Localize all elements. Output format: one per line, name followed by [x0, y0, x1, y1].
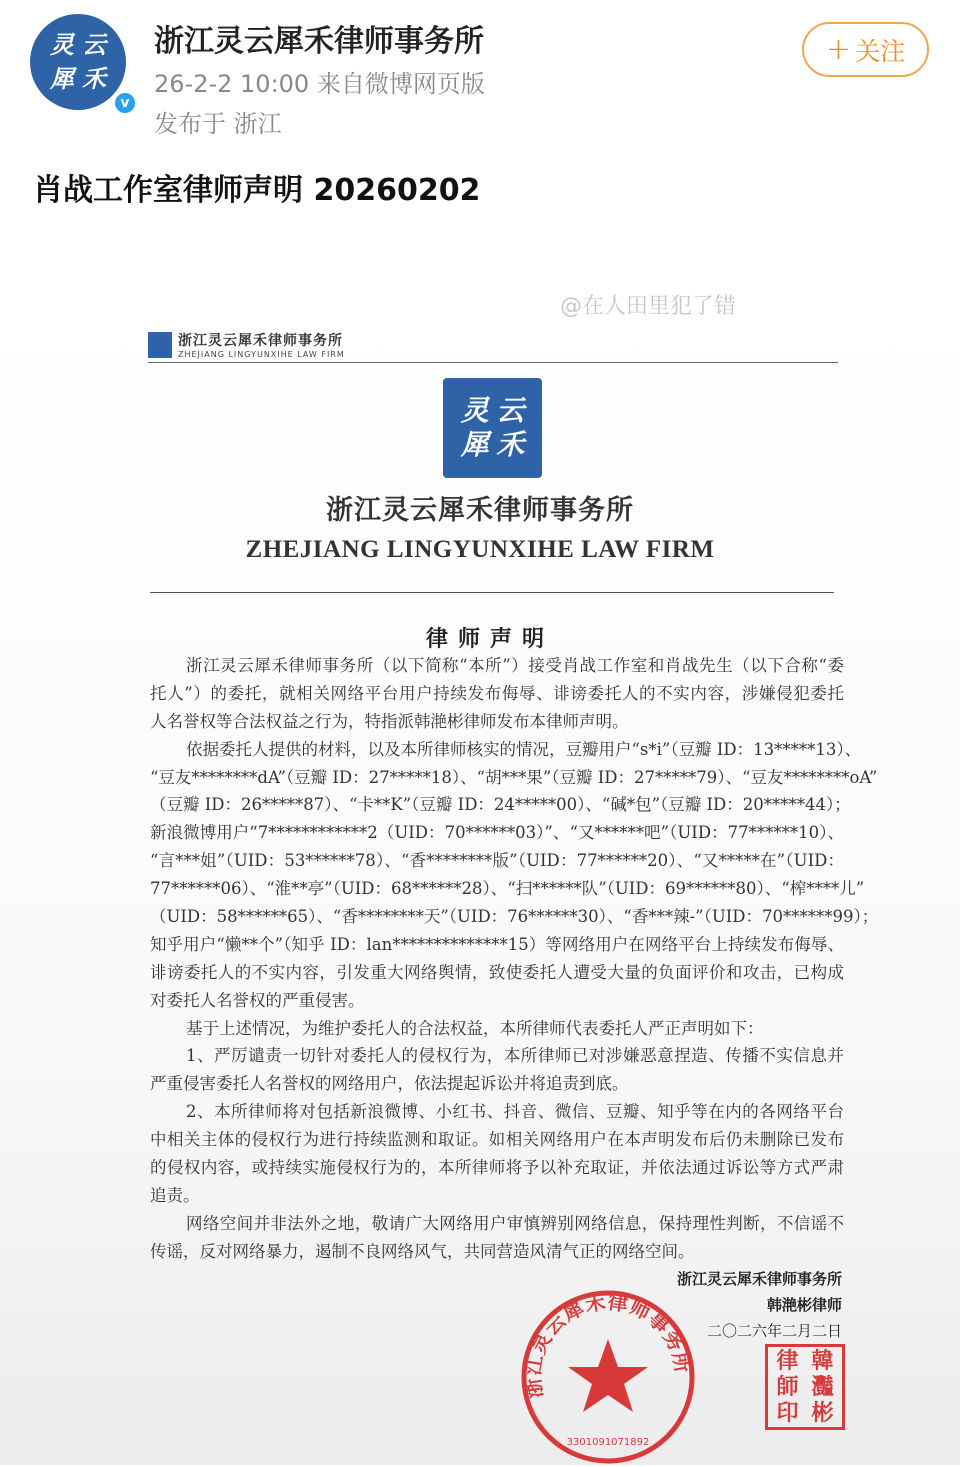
statement-line: 2、本所律师将对包括新浪微博、小红书、抖音、微信、豆瓣、知乎等在内的各网络平台: [186, 1102, 844, 1122]
avatar-glyph: 云: [82, 30, 106, 59]
verified-badge-icon: v: [112, 90, 138, 116]
letterhead-en: ZHEJIANG LINGYUNXIHE LAW FIRM: [178, 350, 345, 359]
avatar-glyph: 犀: [50, 64, 74, 93]
divider: [148, 362, 838, 363]
star-icon: [568, 1339, 648, 1412]
logo-glyph: 云: [496, 394, 525, 427]
seal-glyph: 印: [776, 1401, 799, 1426]
post-location: 发布于 浙江: [154, 110, 282, 138]
follow-label: 关注: [855, 36, 906, 66]
firm-stamp: [518, 1287, 698, 1467]
watermark: @在人田里犯了错: [560, 294, 737, 319]
signature-firm: 浙江灵云犀禾律师事务所: [676, 1270, 842, 1288]
avatar-glyph: 禾: [82, 64, 106, 93]
post-text: 肖战工作室律师声明 20260202: [33, 173, 481, 208]
statement-line: 浙江灵云犀禾律师事务所（以下简称“本所”）接受肖战工作室和肖战先生（以下合称“委: [186, 656, 844, 675]
divider: [150, 592, 834, 593]
letterhead-cn: 浙江灵云犀禾律师事务所: [178, 333, 343, 349]
seal-glyph: 彬: [811, 1401, 834, 1426]
statement-line: “言***姐”（UID：53******78）、“香********版”（UID：77******20）、“又*****在”（UID：: [150, 851, 844, 871]
signature-date: 二〇二六年二月二日: [706, 1322, 842, 1340]
letterhead-logo-icon: [148, 332, 172, 358]
seal-glyph: 韓: [811, 1349, 834, 1374]
firm-name-en: ZHEJIANG LINGYUNXIHE LAW FIRM: [245, 536, 715, 563]
statement-line: 对委托人名誉权的严重侵害。: [150, 990, 365, 1010]
seal-glyph: 律: [776, 1349, 799, 1374]
statement-heading: 律师声明: [425, 626, 554, 652]
avatar-glyph: 灵: [50, 30, 74, 59]
statement-line: 诽谤委托人的不实内容，引发重大网络舆情，致使委托人遭受大量的负面评价和攻击，已构成: [150, 962, 844, 982]
statement-line: （UID：58******65）、“香********天”（UID：76******30）、“香***辣-”（UID：70******99）；: [150, 907, 879, 927]
plus-icon: +: [825, 32, 852, 67]
statement-line: “豆友********dA”（豆瓣 ID：27*****18）、“胡***果”（豆瓣 ID：27*****79）、“豆友********oA”: [150, 767, 878, 787]
statement-line: 严重侵害委托人名誉权的网络用户，依法提起诉讼并将追责到底。: [150, 1074, 629, 1094]
statement-line: 人名誉权等合法权益之行为，特指派韩滟彬律师发布本律师声明。: [150, 711, 629, 731]
statement-image[interactable]: [0, 290, 960, 1465]
logo-glyph: 犀: [460, 428, 489, 461]
follow-button[interactable]: [802, 22, 929, 77]
statement-line: 的侵权内容，或持续实施侵权行为的，本所律师将予以补充取证，并依法通过诉讼等方式严肃: [150, 1158, 844, 1178]
statement-line: 知乎用户“懒**个”（知乎 ID：lan**************15）等网络用户在网络平台上持续发布侮辱、: [150, 934, 844, 954]
avatar-logo: [30, 14, 126, 110]
logo-glyph: 禾: [496, 428, 525, 461]
statement-line: （豆瓣 ID：26*****87）、“卡**K”（豆瓣 ID：24*****00）、“碱*包”（豆瓣 ID：20*****44）；: [150, 795, 851, 815]
firm-name-cn: 浙江灵云犀禾律师事务所: [326, 495, 634, 526]
statement-line: 追责。: [150, 1185, 200, 1205]
statement-line: 托人”）的委托，就相关网络平台用户持续发布侮辱、诽谤委托人的不实内容，涉嫌侵犯委托: [150, 683, 844, 703]
statement-line: 基于上述情况，为维护委托人的合法权益，本所律师代表委托人严正声明如下：: [186, 1018, 764, 1038]
letterhead: [148, 330, 345, 359]
signature-lawyer: 韩滟彬律师: [766, 1296, 842, 1314]
statement-line: 77******06）、“淮**亭”（UID：68******28）、“扫******队”（UID：69******80）、“榨****儿”: [150, 879, 865, 899]
avatar[interactable]: [30, 14, 130, 111]
stamp-number: 3301091071892: [566, 1437, 650, 1448]
logo-glyph: 灵: [460, 394, 489, 427]
statement-line: 网络空间并非法外之地，敬请广大网络用户审慎辨别网络信息，保持理性判断，不信谣不: [186, 1213, 844, 1233]
statement-line: 中相关主体的侵权行为进行持续监测和取证。如相关网络用户在本声明发布后仍未删除已发布: [150, 1130, 844, 1150]
statement-body: [150, 652, 879, 1266]
firm-logo: [443, 378, 542, 478]
account-name[interactable]: 浙江灵云犀禾律师事务所: [154, 24, 484, 59]
stamp-text: 浙江灵云犀禾律师事务所: [520, 1289, 696, 1401]
statement-line: 依据委托人提供的材料，以及本所律师核实的情况，豆瓣用户“s*i”（豆瓣 ID：13*****13）、: [186, 739, 862, 759]
seal-glyph: 師: [776, 1375, 799, 1400]
lawyer-seal: [765, 1344, 845, 1430]
statement-line: 1、严厉谴责一切针对委托人的侵权行为，本所律师已对涉嫌恶意捏造、传播不实信息并: [186, 1046, 844, 1066]
statement-line: 传谣，反对网络暴力，遏制不良网络风气，共同营造风清气正的网络空间。: [150, 1241, 695, 1261]
seal-glyph: 灩: [811, 1375, 834, 1400]
statement-line: 新浪微博用户“7************2（UID：70******03）”、“又******吧”（UID：77******10）、: [150, 823, 844, 843]
post-meta: 26-2-2 10:00 来自微博网页版: [154, 70, 485, 98]
